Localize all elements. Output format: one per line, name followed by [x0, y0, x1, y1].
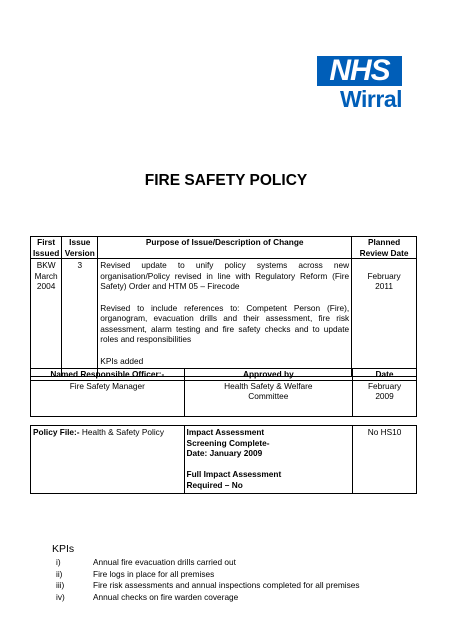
header-date: Date — [353, 369, 417, 381]
nhs-wirral-logo — [317, 56, 402, 112]
kpi-text: Fire risk assessments and annual inspections completed for all premises — [93, 580, 360, 591]
kpi-number: i) — [56, 557, 61, 567]
policy-file-table — [30, 425, 417, 494]
policy-reference-cell: No HS10 — [353, 426, 417, 494]
purpose-paragraph: Revised to include references to: Competent Person (Fire), organogram, evacuation drills and their assessment, fire risk assessment, alarm testing and fire safety checks and to update roles and responsibilities — [100, 302, 350, 345]
first-issued-year: 2004 — [36, 281, 56, 292]
logo-org-name: Wirral — [340, 86, 402, 112]
review-date-cell — [352, 259, 417, 377]
header-responsible-officer: Named Responsible Officer:- — [31, 369, 185, 381]
policy-file-row — [31, 426, 417, 494]
header-purpose: Purpose of Issue/Description of Change — [98, 237, 352, 259]
issue-history-table — [30, 236, 417, 377]
first-issued-month: March — [34, 270, 58, 281]
header-approved-by: Approved by — [184, 369, 353, 381]
approved-by-line1: Health Safety & Welfare — [224, 380, 313, 391]
header-first-issued-line1: First — [37, 237, 56, 247]
approved-by-line2: Committee — [248, 391, 289, 402]
kpi-item — [56, 592, 360, 604]
header-issue-version-line2: Version — [64, 247, 95, 258]
impact-assessment-cell — [184, 426, 353, 494]
policy-file-label: Policy File:- — [33, 427, 80, 437]
first-issued-initials: BKW — [36, 260, 56, 271]
purpose-paragraph: KPIs added — [100, 355, 144, 366]
header-review-line2: Review Date — [359, 247, 409, 258]
spacer — [187, 459, 351, 470]
impact-line1: Impact Assessment — [186, 427, 265, 437]
header-review-line1: Planned — [367, 237, 401, 247]
header-first-issued — [31, 237, 62, 259]
review-year: 2011 — [375, 281, 393, 292]
full-impact-line1: Full Impact Assessment — [186, 469, 282, 480]
nhs-logo-mark: NHS — [317, 56, 402, 86]
kpi-item — [56, 569, 360, 581]
kpi-text: Annual checks on fire warden coverage — [93, 591, 239, 602]
header-issue-version — [62, 237, 98, 259]
policy-file-cell — [31, 426, 185, 494]
approval-year: 2009 — [375, 391, 394, 402]
responsible-officer-cell: Fire Safety Manager — [31, 380, 185, 416]
document-title: FIRE SAFETY POLICY — [144, 172, 308, 189]
header-first-issued-line2: Issued — [33, 247, 60, 258]
kpi-text: Annual fire evacuation drills carried out — [93, 557, 236, 567]
purpose-paragraph: Revised update to unify policy systems across new organisation/Policy revised in line with Regulatory Reform (Fire Safety) Order and HTM 05 – Firecode — [100, 260, 350, 292]
kpi-number: iii) — [56, 580, 65, 591]
impact-line2: Screening Complete- — [186, 437, 270, 448]
first-issued-cell — [31, 259, 62, 377]
purpose-cell — [98, 259, 352, 377]
impact-line3: Date: January 2009 — [186, 448, 263, 459]
kpi-item — [56, 580, 360, 592]
kpi-list — [56, 557, 360, 603]
header-review-date — [352, 237, 417, 259]
approval-date-cell — [353, 380, 417, 416]
officer-table-header-row — [31, 369, 417, 381]
issue-table-header-row — [31, 237, 417, 259]
policy-file-value: Health & Safety Policy — [81, 427, 164, 437]
header-issue-version-line1: Issue — [69, 237, 91, 247]
responsible-officer-table — [30, 368, 417, 417]
kpis-heading: KPIs — [52, 543, 75, 555]
kpi-number: iv) — [56, 591, 65, 602]
approved-by-cell — [184, 380, 353, 416]
kpi-item — [56, 557, 360, 569]
full-impact-line2: Required – No — [186, 479, 243, 490]
kpi-number: ii) — [56, 568, 63, 579]
officer-table-row — [31, 380, 417, 416]
issue-table-row — [31, 259, 417, 377]
kpi-text: Fire logs in place for all premises — [93, 568, 215, 579]
issue-version-cell: 3 — [62, 259, 98, 377]
review-month: February — [367, 270, 401, 281]
approval-month: February — [367, 380, 402, 391]
